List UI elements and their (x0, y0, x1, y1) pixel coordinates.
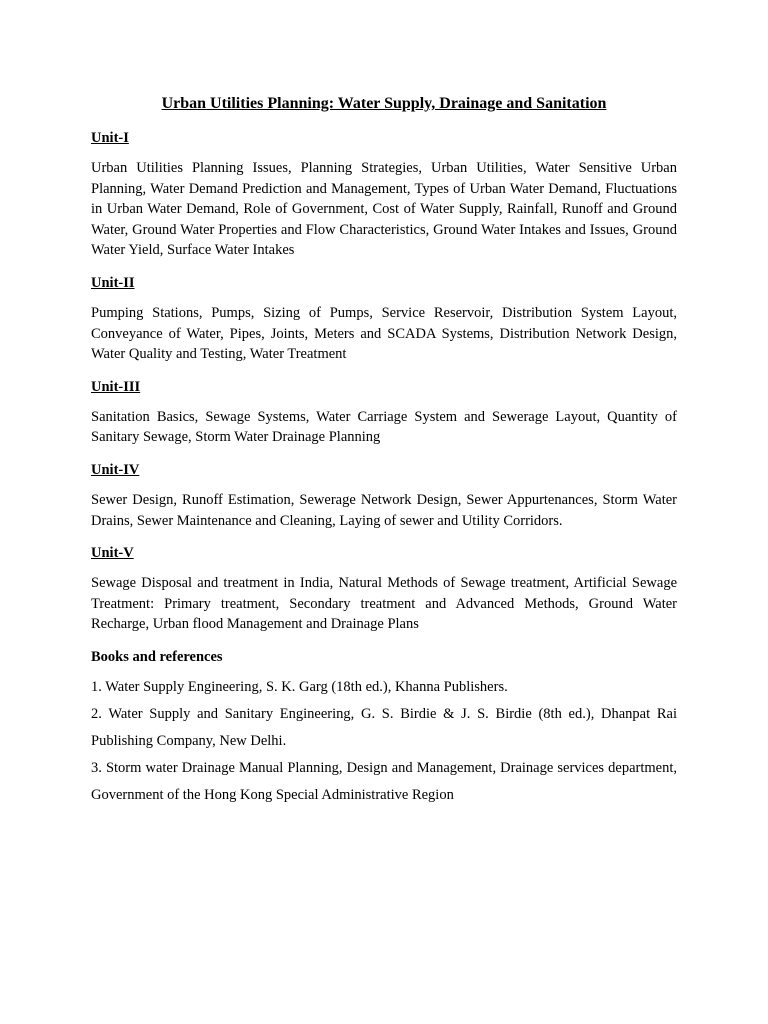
reference-item: 2. Water Supply and Sanitary Engineering, G. S. Birdie & J. S. Birdie (8th ed.), Dhanpat Rai Publishing Company, New Delhi. (91, 705, 677, 749)
unit-heading: Unit-V (91, 545, 134, 562)
unit-section-4 (91, 460, 677, 531)
unit-body: Sanitation Basics, Sewage Systems, Water Carriage System and Sewerage Layout, Quantity of Sanitary Sewage, Storm Water Drainage Planning (91, 408, 677, 446)
unit-section-2 (91, 273, 677, 365)
unit-heading: Unit-I (91, 130, 129, 146)
unit-body: Sewer Design, Runoff Estimation, Sewerage Network Design, Sewer Appurtenances, Storm Water Drains, Sewer Maintenance and Cleaning, Laying of sewer and Utility Corridors. (91, 491, 677, 529)
unit-body: Urban Utilities Planning Issues, Planning Strategies, Urban Utilities, Water Sensitive Urban Planning, Water Demand Prediction and Management, Types of Urban Water Demand, Fluctuations in Urban Water Demand, Role of Government, Cost of Water Supply, Rainfall, Runoff and Ground Water, Ground Water Properties and Flow Characteristics, Ground Water Intakes and Issues, Ground Water Yield, Surface Water Intakes (91, 160, 677, 259)
unit-body: Sewage Disposal and treatment in India, Natural Methods of Sewage treatment, Artificial Sewage Treatment: Primary treatment, Secondary treatment and Advanced Methods, Ground Water Recharge, Urban flood Management and Drainage Plans (91, 575, 677, 633)
unit-heading: Unit-III (91, 378, 141, 395)
unit-section-1 (91, 128, 677, 261)
unit-section-3 (91, 377, 677, 448)
document-title: Urban Utilities Planning: Water Supply, Drainage and Sanitation (161, 95, 607, 112)
unit-heading: Unit-II (91, 274, 135, 291)
unit-heading: Unit-IV (91, 461, 140, 478)
unit-section-5 (91, 543, 677, 635)
reference-item: 1. Water Supply Engineering, S. K. Garg (18th ed.), Khanna Publishers. (91, 678, 508, 695)
references-section (91, 647, 677, 809)
unit-body: Pumping Stations, Pumps, Sizing of Pumps, Service Reservoir, Distribution System Layout, Conveyance of Water, Pipes, Joints, Meters and SCADA Systems, Distribution Network Design, Water Quality and Testing, Water Treatment (91, 304, 677, 363)
reference-item: 3. Storm water Drainage Manual Planning, Design and Management, Drainage services department, Government of the Hong Kong Special Administrative Region (91, 759, 677, 803)
references-heading: Books and references (91, 648, 223, 665)
